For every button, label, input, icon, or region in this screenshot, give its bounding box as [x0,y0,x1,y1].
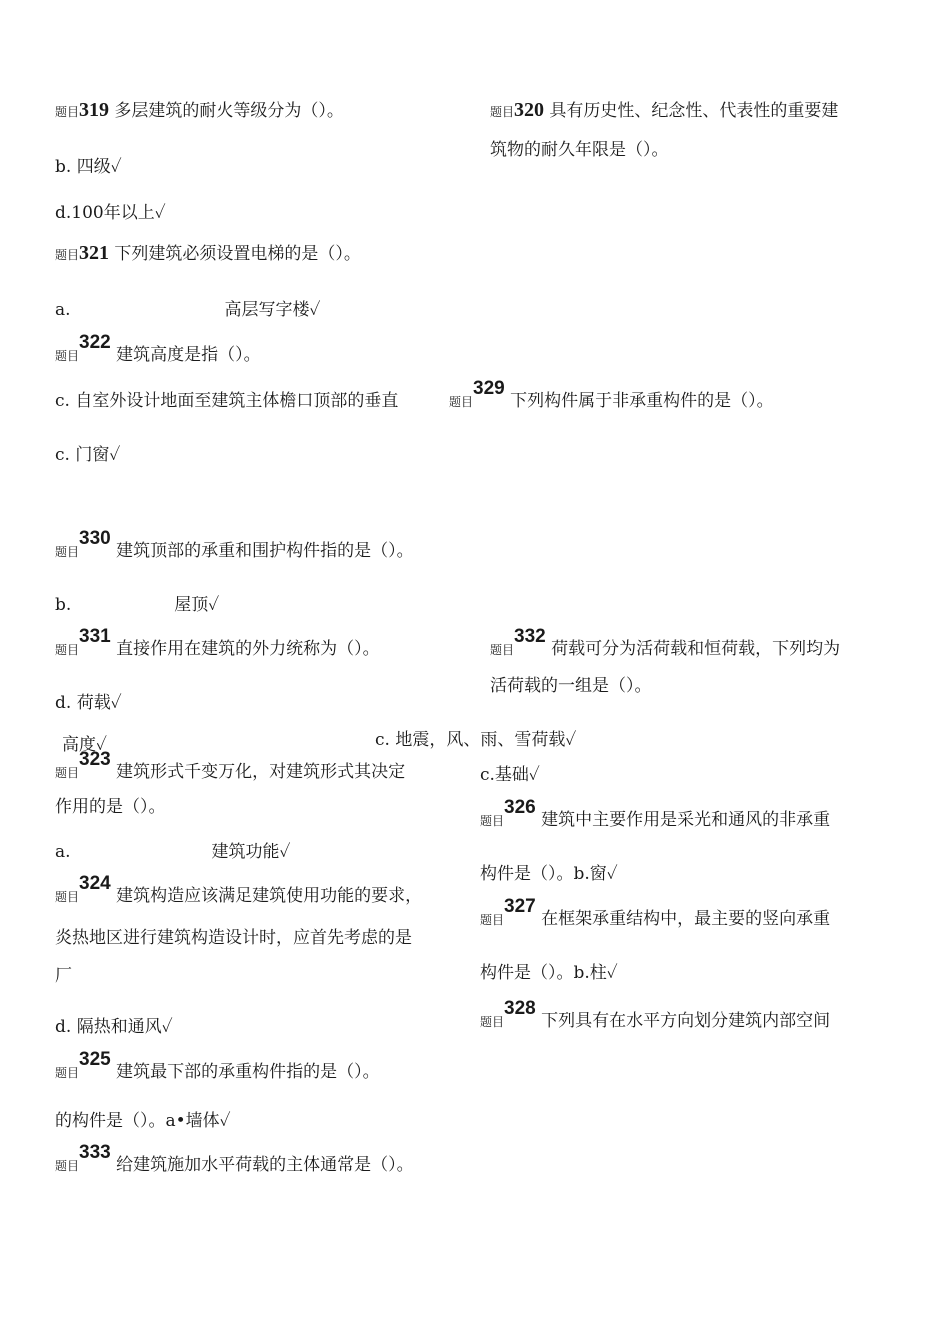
question-text-line: 作用的是（）。 [55,797,166,817]
question-text-line: 炎热地区进行建筑构造设计时，应首先考虑的是 [55,928,412,948]
question-333 [55,1142,414,1177]
question-329 [449,378,774,413]
question-number: 326 [504,797,536,818]
answer-fragment: 高度✓ [62,735,107,755]
question-number: 324 [79,873,111,894]
answer-330 [55,594,219,616]
question-text: 直接作用在建筑的外力统称为（）。 [116,639,380,659]
question-text-line: 活荷载的一组是（）。 [490,676,652,696]
question-number: 321 [79,242,110,264]
question-319 [55,99,344,123]
question-number: 322 [79,332,111,353]
question-tag: 题目 [55,545,80,559]
question-number: 327 [504,896,536,917]
question-tag: 题目 [490,105,515,119]
question-text: 在框架承重结构中，最主要的竖向承重 [541,909,831,929]
question-text: 具有历史性、纪念性、代表性的重要建 [549,101,839,121]
question-number: 320 [514,99,545,121]
question-322 [55,332,261,367]
question-331 [55,626,380,661]
question-number: 329 [473,378,505,399]
question-tag: 题目 [449,395,474,409]
question-text: 建筑形式千变万化，对建筑形式其决定 [116,762,406,782]
answer-324: d. 隔热和通风✓ [55,1017,173,1037]
question-text-line: 厂 [55,966,72,986]
question-number: 332 [514,626,546,647]
question-number: 323 [79,749,111,770]
answer-323 [55,841,291,863]
question-tag: 题目 [55,105,80,119]
question-326 [480,797,831,832]
question-tag: 题目 [480,814,505,828]
question-tag: 题目 [480,1015,505,1029]
answer-331: d. 荷载✓ [55,693,122,713]
question-330 [55,528,414,563]
answer-option: a. [55,300,71,320]
question-tag: 题目 [55,1159,80,1173]
answer-text: 屋顶✓ [174,595,220,615]
question-number: 333 [79,1142,111,1163]
question-328 [480,998,831,1033]
question-text: 荷载可分为活荷载和恒荷载，下列均为 [551,639,841,659]
answer-326: 构件是（）。b.窗✓ [480,864,618,884]
question-tag: 题目 [55,1066,80,1080]
answer-332: c. 地震，风、雨、雪荷载✓ [375,730,577,750]
question-tag: 题目 [490,643,515,657]
question-tag: 题目 [55,890,80,904]
answer-329: c. 门窗✓ [55,445,121,465]
question-text: 建筑构造应该满足建筑使用功能的要求， [116,886,423,906]
answer-option: b. [55,595,72,615]
question-text: 建筑顶部的承重和围护构件指的是（）。 [116,541,414,561]
question-number: 325 [79,1049,111,1070]
question-number: 319 [79,99,110,121]
question-332 [490,626,841,661]
question-tag: 题目 [480,913,505,927]
answer-text: 建筑功能✓ [211,842,291,862]
question-text: 建筑中主要作用是采光和通风的非承重 [541,810,831,830]
question-number: 328 [504,998,536,1019]
question-text: 建筑高度是指（）。 [116,345,261,365]
question-325 [55,1049,380,1084]
answer-327: 构件是（）。b.柱✓ [480,963,618,983]
answer-319: b. 四级✓ [55,157,122,177]
answer-328: 的构件是（）。a•墙体✓ [55,1111,231,1131]
answer-text: 高层写字楼✓ [224,300,321,320]
question-text: 下列建筑必须设置电梯的是（）。 [114,244,361,264]
question-tag: 题目 [55,349,80,363]
question-320 [490,99,838,123]
question-327 [480,896,831,931]
question-text: 下列构件属于非承重构件的是（）。 [510,391,774,411]
question-text: 给建筑施加水平荷载的主体通常是（）。 [116,1155,414,1175]
question-text: 多层建筑的耐火等级分为（）。 [114,101,344,121]
answer-320: d.100年以上✓ [55,203,166,223]
question-323 [55,749,406,784]
question-number: 330 [79,528,111,549]
question-text-line: 筑物的耐久年限是（）。 [490,140,669,160]
question-tag: 题目 [55,643,80,657]
question-number: 331 [79,626,111,647]
answer-321 [55,299,321,321]
question-tag: 题目 [55,766,80,780]
question-text: 下列具有在水平方向划分建筑内部空间 [541,1011,831,1031]
question-321 [55,242,361,266]
answer-option: a. [55,842,71,862]
answer-fragment: c.基础✓ [480,765,540,785]
question-324 [55,873,423,908]
answer-322: c. 自室外设计地面至建筑主体檐口顶部的垂直 [55,391,399,411]
question-tag: 题目 [55,248,80,262]
question-text: 建筑最下部的承重构件指的是（）。 [116,1062,380,1082]
